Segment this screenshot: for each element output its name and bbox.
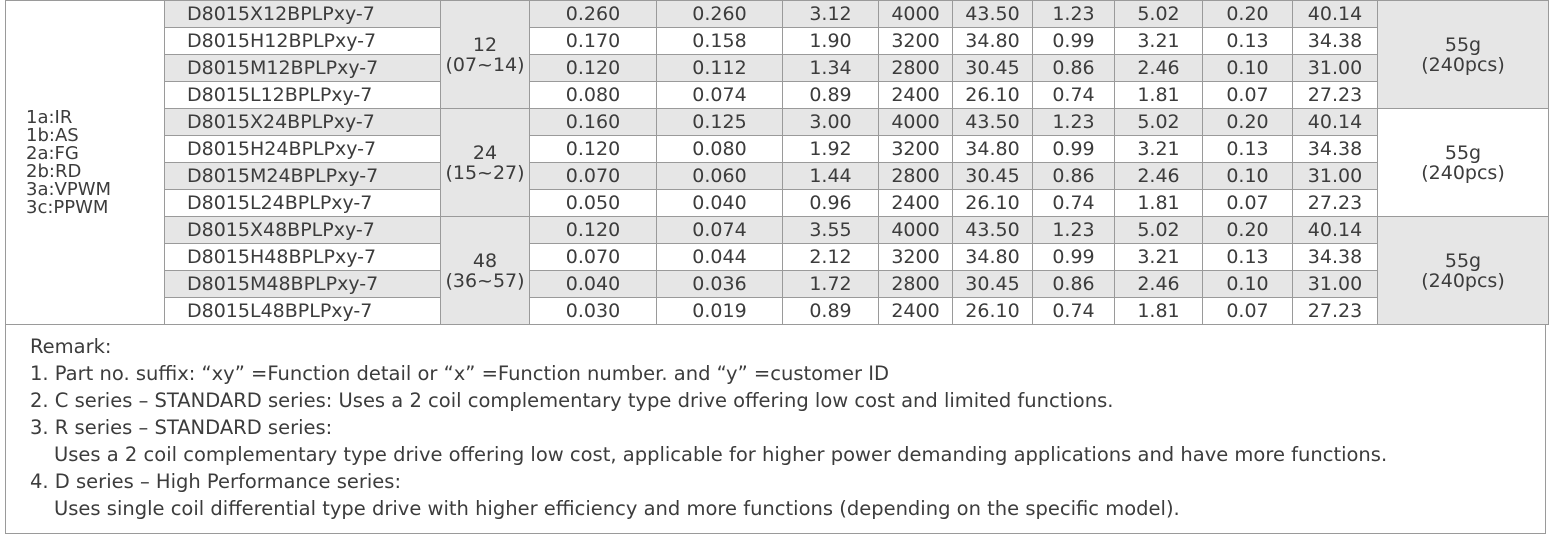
spec-value-cell: 0.044	[657, 244, 783, 271]
spec-value-cell: 31.00	[1293, 163, 1378, 190]
spec-value-cell: 26.10	[953, 82, 1033, 109]
spec-value-cell: 0.120	[530, 55, 657, 82]
spec-value-cell: 0.158	[657, 28, 783, 55]
remark-line-1: 1. Part no. suffix: “xy” =Function detail or “x” =Function number. and “y” =customer ID	[30, 362, 890, 385]
spec-value-cell: 26.10	[953, 190, 1033, 217]
table-row	[6, 28, 1549, 55]
table-row	[6, 190, 1549, 217]
function-codes-cell: 1a:IR 1b:AS 2a:FG 2b:RD 3a:VPWM 3c:PPWM	[6, 1, 165, 325]
spec-value-cell: 0.99	[1033, 244, 1115, 271]
spec-value-cell: 34.38	[1293, 28, 1378, 55]
remarks-section	[5, 325, 1546, 534]
part-number-cell: D8015L48BPLPxy-7	[165, 298, 441, 325]
part-number-cell: D8015M12BPLPxy-7	[165, 55, 441, 82]
spec-value-cell: 0.99	[1033, 28, 1115, 55]
spec-value-cell: 1.92	[783, 136, 879, 163]
spec-value-cell: 40.14	[1293, 109, 1378, 136]
spec-value-cell: 2400	[879, 190, 953, 217]
spec-value-cell: 0.125	[657, 109, 783, 136]
spec-value-cell: 2800	[879, 55, 953, 82]
spec-value-cell: 0.160	[530, 109, 657, 136]
fan-spec-table	[5, 0, 1549, 325]
remark-line-4-detail: Uses single coil differential type drive with higher efficiency and more functions (depending on the specific model).	[54, 497, 1180, 520]
spec-value-cell: 31.00	[1293, 271, 1378, 298]
spec-value-cell: 0.019	[657, 298, 783, 325]
spec-value-cell: 27.23	[1293, 298, 1378, 325]
part-number-cell: D8015H12BPLPxy-7	[165, 28, 441, 55]
spec-value-cell: 0.260	[530, 1, 657, 28]
spec-value-cell: 40.14	[1293, 1, 1378, 28]
table-row	[6, 55, 1549, 82]
spec-value-cell: 1.81	[1115, 190, 1203, 217]
spec-value-cell: 0.89	[783, 82, 879, 109]
spec-value-cell: 0.10	[1203, 55, 1293, 82]
spec-value-cell: 0.20	[1203, 1, 1293, 28]
table-row	[6, 271, 1549, 298]
spec-value-cell: 0.86	[1033, 163, 1115, 190]
spec-value-cell: 0.07	[1203, 82, 1293, 109]
table-row	[6, 163, 1549, 190]
part-number-cell: D8015L12BPLPxy-7	[165, 82, 441, 109]
part-number-cell: D8015M24BPLPxy-7	[165, 163, 441, 190]
part-number-cell: D8015X48BPLPxy-7	[165, 217, 441, 244]
rated-voltage-cell: 24 (15~27)	[441, 109, 530, 217]
spec-value-cell: 3200	[879, 244, 953, 271]
spec-value-cell: 5.02	[1115, 109, 1203, 136]
spec-value-cell: 5.02	[1115, 217, 1203, 244]
spec-value-cell: 0.074	[657, 217, 783, 244]
spec-value-cell: 0.074	[657, 82, 783, 109]
spec-value-cell: 3.55	[783, 217, 879, 244]
part-number-cell: D8015X24BPLPxy-7	[165, 109, 441, 136]
spec-value-cell: 0.080	[530, 82, 657, 109]
spec-value-cell: 0.040	[530, 271, 657, 298]
spec-value-cell: 0.112	[657, 55, 783, 82]
spec-value-cell: 43.50	[953, 1, 1033, 28]
rated-voltage-cell: 12 (07~14)	[441, 1, 530, 109]
spec-value-cell: 0.96	[783, 190, 879, 217]
spec-value-cell: 3.00	[783, 109, 879, 136]
spec-value-cell: 2.46	[1115, 55, 1203, 82]
spec-value-cell: 30.45	[953, 163, 1033, 190]
spec-value-cell: 1.23	[1033, 109, 1115, 136]
spec-value-cell: 0.030	[530, 298, 657, 325]
spec-value-cell: 34.80	[953, 28, 1033, 55]
spec-value-cell: 0.74	[1033, 82, 1115, 109]
remark-line-3: 3. R series – STANDARD series:	[30, 416, 333, 439]
spec-value-cell: 0.10	[1203, 163, 1293, 190]
remark-line-4: 4. D series – High Performance series:	[30, 470, 402, 493]
spec-value-cell: 4000	[879, 109, 953, 136]
part-number-cell: D8015M48BPLPxy-7	[165, 271, 441, 298]
spec-value-cell: 2.12	[783, 244, 879, 271]
spec-value-cell: 0.120	[530, 136, 657, 163]
spec-value-cell: 2.46	[1115, 163, 1203, 190]
spec-value-cell: 30.45	[953, 55, 1033, 82]
part-number-cell: D8015L24BPLPxy-7	[165, 190, 441, 217]
spec-value-cell: 0.74	[1033, 298, 1115, 325]
spec-value-cell: 0.07	[1203, 190, 1293, 217]
table-row	[6, 298, 1549, 325]
spec-value-cell: 3.21	[1115, 28, 1203, 55]
spec-value-cell: 27.23	[1293, 190, 1378, 217]
spec-value-cell: 0.260	[657, 1, 783, 28]
spec-value-cell: 1.72	[783, 271, 879, 298]
remark-line-3-detail: Uses a 2 coil complementary type drive offering low cost, applicable for higher power demanding applications and have more functions.	[54, 443, 1388, 466]
part-number-cell: D8015H24BPLPxy-7	[165, 136, 441, 163]
spec-value-cell: 0.74	[1033, 190, 1115, 217]
table-row	[6, 136, 1549, 163]
spec-value-cell: 31.00	[1293, 55, 1378, 82]
spec-value-cell: 0.036	[657, 271, 783, 298]
spec-value-cell: 2400	[879, 82, 953, 109]
spec-value-cell: 0.10	[1203, 271, 1293, 298]
spec-value-cell: 0.20	[1203, 217, 1293, 244]
spec-value-cell: 1.34	[783, 55, 879, 82]
spec-value-cell: 34.38	[1293, 136, 1378, 163]
table-row	[6, 82, 1549, 109]
part-number-cell: D8015X12BPLPxy-7	[165, 1, 441, 28]
spec-value-cell: 1.81	[1115, 82, 1203, 109]
spec-value-cell: 0.070	[530, 244, 657, 271]
table-row	[6, 217, 1549, 244]
spec-value-cell: 0.170	[530, 28, 657, 55]
spec-value-cell: 0.07	[1203, 298, 1293, 325]
spec-value-cell: 0.070	[530, 163, 657, 190]
spec-value-cell: 1.44	[783, 163, 879, 190]
table-row	[6, 244, 1549, 271]
spec-value-cell: 26.10	[953, 298, 1033, 325]
spec-sheet	[5, 0, 1548, 534]
spec-value-cell: 40.14	[1293, 217, 1378, 244]
spec-value-cell: 30.45	[953, 271, 1033, 298]
spec-value-cell: 34.80	[953, 136, 1033, 163]
spec-value-cell: 43.50	[953, 109, 1033, 136]
spec-value-cell: 4000	[879, 217, 953, 244]
spec-value-cell: 0.120	[530, 217, 657, 244]
weight-cell: 55g (240pcs)	[1378, 1, 1549, 109]
spec-value-cell: 27.23	[1293, 82, 1378, 109]
part-number-cell: D8015H48BPLPxy-7	[165, 244, 441, 271]
spec-value-cell: 0.13	[1203, 136, 1293, 163]
weight-cell: 55g (240pcs)	[1378, 109, 1549, 217]
spec-value-cell: 4000	[879, 1, 953, 28]
spec-value-cell: 1.23	[1033, 1, 1115, 28]
spec-value-cell: 43.50	[953, 217, 1033, 244]
spec-value-cell: 2800	[879, 271, 953, 298]
spec-value-cell: 0.99	[1033, 136, 1115, 163]
table-row	[6, 109, 1549, 136]
spec-value-cell: 34.80	[953, 244, 1033, 271]
spec-table-body	[6, 1, 1549, 325]
spec-value-cell: 34.38	[1293, 244, 1378, 271]
spec-value-cell: 2.46	[1115, 271, 1203, 298]
spec-value-cell: 0.86	[1033, 55, 1115, 82]
spec-value-cell: 2400	[879, 298, 953, 325]
spec-value-cell: 0.13	[1203, 28, 1293, 55]
spec-value-cell: 3.12	[783, 1, 879, 28]
rated-voltage-cell: 48 (36~57)	[441, 217, 530, 325]
spec-value-cell: 3200	[879, 28, 953, 55]
spec-value-cell: 3.21	[1115, 136, 1203, 163]
spec-value-cell: 3.21	[1115, 244, 1203, 271]
spec-value-cell: 0.86	[1033, 271, 1115, 298]
spec-value-cell: 0.89	[783, 298, 879, 325]
spec-value-cell: 3200	[879, 136, 953, 163]
spec-value-cell: 5.02	[1115, 1, 1203, 28]
weight-cell: 55g (240pcs)	[1378, 217, 1549, 325]
table-row	[6, 1, 1549, 28]
spec-value-cell: 0.060	[657, 163, 783, 190]
spec-value-cell: 0.050	[530, 190, 657, 217]
spec-value-cell: 1.81	[1115, 298, 1203, 325]
remark-line-2: 2. C series – STANDARD series: Uses a 2 coil complementary type drive offering low cost and limited functions.	[30, 389, 1114, 412]
spec-value-cell: 1.90	[783, 28, 879, 55]
spec-value-cell: 0.13	[1203, 244, 1293, 271]
spec-value-cell: 0.040	[657, 190, 783, 217]
remark-title: Remark:	[30, 335, 112, 358]
spec-value-cell: 2800	[879, 163, 953, 190]
spec-value-cell: 1.23	[1033, 217, 1115, 244]
spec-value-cell: 0.080	[657, 136, 783, 163]
spec-value-cell: 0.20	[1203, 109, 1293, 136]
